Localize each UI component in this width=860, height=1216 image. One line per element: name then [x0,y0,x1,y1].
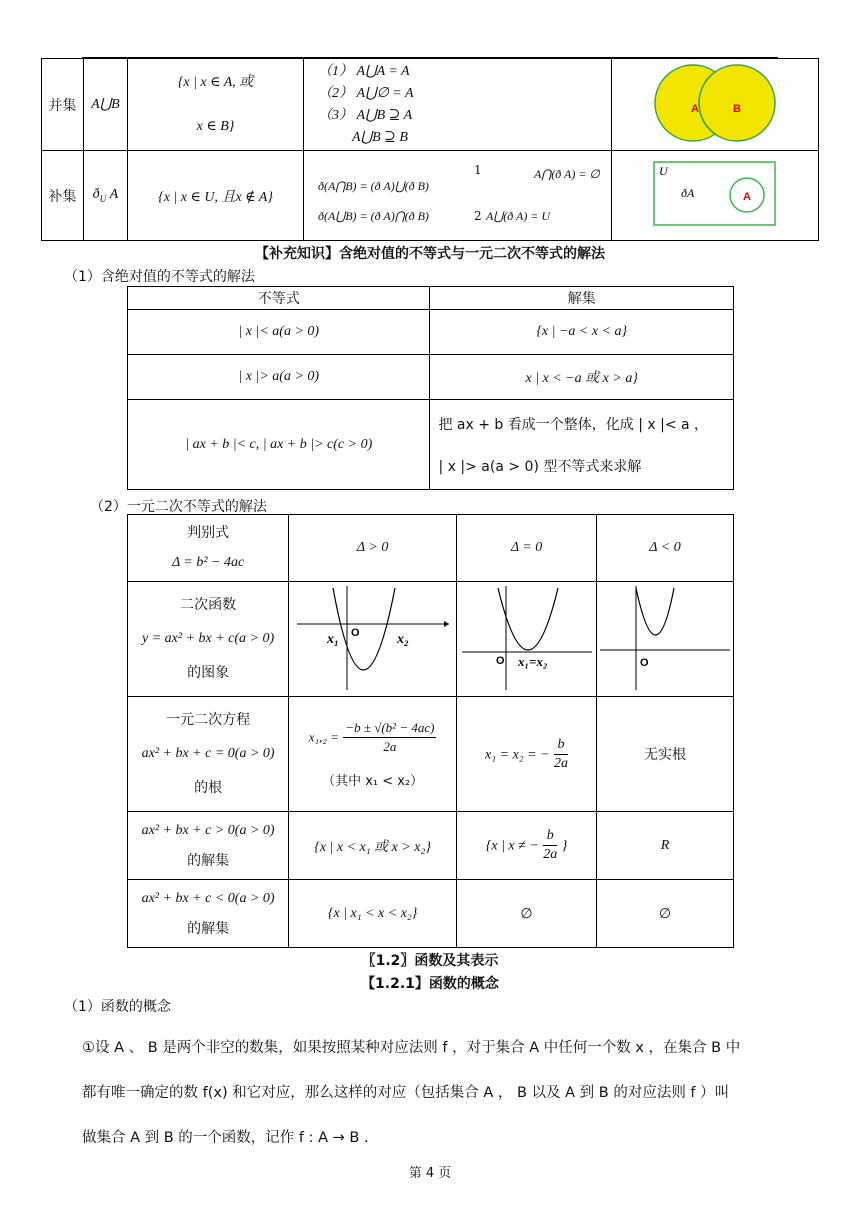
section-title: 〖1.2〗函数及其表示 [361,953,499,969]
parabola-one-root [458,582,596,692]
union-properties [304,59,612,151]
disc-label-1: 判别式 [187,525,230,541]
subsection-title: 【1.2.1】函数的概念 [361,976,499,992]
abs-header-sol: 解集 [430,287,734,310]
complement-symbol [83,151,127,241]
lt-label-2: 的解集 [187,920,230,937]
venn-label-b: B [732,102,741,115]
roots-zero [457,697,597,812]
graph-x1-eq-x2: x₁=x₂ [517,654,548,669]
complement-prop-right2: A⋃(ð A) = U [486,209,551,223]
abs-heading: （1）含绝对值的不等式的解法 [64,269,255,285]
abs-row [128,355,734,400]
abs-header-ineq: 不等式 [128,287,430,310]
roots-neg: 无实根 [597,697,734,812]
union-symbol: A⋃B [83,59,127,151]
gt-label-1: ax² + bx + c > 0(a > 0) [141,822,275,838]
abs-ineq-2: | x |> a(a > 0) [128,355,430,400]
union-prop-2: （2） A⋃∅ = A [318,85,414,101]
abs-row [128,310,734,355]
graph-zero-cell [457,582,597,697]
roots-zero-den: 2a [554,755,569,771]
union-prop-1: （1） A⋃A = A [318,63,410,79]
graph-origin: O [350,627,360,639]
quad-lt-row [128,880,734,948]
quad-graph-row [128,582,734,697]
roots-pos-fraction [343,719,436,756]
complement-symbol-var: A [109,187,119,203]
union-venn-diagram [645,62,785,144]
complement-venn-diagram [653,161,777,227]
gt-zero-lhs: {x | x ≠ − [485,838,539,854]
union-def-line1: {x | x ∈ A, 或 [177,74,254,90]
eq-label [128,697,289,812]
complement-symbol-sub: U [99,193,107,204]
complement-properties [304,151,612,241]
complement-prop-line1: ð(A⋂B) = (ð A)⋃(ð B) [318,179,429,193]
quad-disc-label [128,515,289,582]
union-name: 并集 [42,59,84,151]
graph-neg-cell [597,582,734,697]
union-row [42,59,819,151]
complement-prop-line2: ð(A⋃B) = (ð A)⋂(ð B) [318,209,429,223]
quad-gt-row [128,812,734,880]
graph-pos-cell [289,582,457,697]
lt-zero: ∅ [457,880,597,948]
gt-zero [457,812,597,880]
parabola-no-roots [598,582,732,692]
complement-venn-cell [611,151,818,241]
gt-neg: R [597,812,734,880]
gt-zero-rhs: } [561,838,568,854]
abs-sol-3-line2: | x |> a(a > 0) 型不等式来求解 [438,458,642,475]
disc-pos: Δ > 0 [289,515,457,582]
union-venn-cell [611,59,818,151]
abs-sol-2: x | x < −a 或 x > a} [430,355,734,400]
page-number: 第 4 页 [408,1166,452,1181]
parabola-two-roots [293,582,453,692]
graph-x1: x₁ [326,632,339,647]
abs-sol-3 [430,400,734,490]
venn-label-a: A [690,102,699,115]
venn-universe-label: U [658,163,668,178]
complement-prop-right1: A⋂(ð A) = ∅ [534,167,600,181]
complement-prop-num1: 1 [474,163,482,177]
roots-pos-note: （其中 x₁ < x₂） [322,774,424,789]
abs-header-row [128,287,734,310]
quad-disc-row [128,515,734,582]
venn-complement-label: ðA [680,185,695,200]
paragraph-line-2: 都有唯一确定的数 f(x) 和它对应，那么这样的对应（包括集合 A ， B 以及 A 到 B 的对应法则 f ）叫 [82,1085,730,1101]
paragraph-line-1: ①设 A 、 B 是两个非空的数集，如果按照某种对应法则 f ，对于集合 A 中任何一个数 x ，在集合 B 中 [82,1040,741,1056]
graph-label [128,582,289,697]
complement-name: 补集 [42,151,84,241]
paragraph-line-3: 做集合 A 到 B 的一个函数，记作 f : A → B . [82,1130,369,1146]
gt-zero-fraction [543,827,557,864]
roots-pos-den: 2a [383,739,397,754]
gt-pos: {x | x < x₁ 或 x > x₂} [289,812,457,880]
quad-roots-row [128,697,734,812]
roots-zero-num: b [554,736,568,755]
abs-ineq-1: | x |< a(a > 0) [128,310,430,355]
gt-zero-den: 2a [543,847,558,862]
gt-zero-num: b [543,827,557,846]
complement-definition: {x | x ∈ U, 且x ∉ A} [128,151,304,241]
roots-zero-fraction [554,736,568,773]
union-def-line2: x ∈ B} [196,118,235,134]
eq-label-3: 的根 [194,780,223,796]
lt-pos: {x | x₁ < x < x₂} [289,880,457,948]
union-definition [128,59,304,151]
roots-zero-lhs: x₁ = x₂ = − [485,747,550,762]
graph-origin-2: O [495,655,505,667]
set-operations-table [41,58,819,241]
graph-label-3: 的图象 [187,665,230,681]
lt-label [128,880,289,948]
graph-origin-3: O [640,657,649,669]
quadratic-table [127,514,734,948]
gt-label-2: 的解集 [187,852,230,869]
lt-neg: ∅ [597,880,734,948]
abs-row [128,400,734,490]
disc-neg: Δ < 0 [597,515,734,582]
disc-label-2: Δ = b² − 4ac [171,555,245,570]
eq-label-1: 一元二次方程 [166,712,251,728]
complement-row [42,151,819,241]
abs-sol-1: {x | −a < x < a} [430,310,734,355]
graph-label-1: 二次函数 [180,597,237,613]
abs-inequality-table [127,286,734,490]
eq-label-2: ax² + bx + c = 0(a > 0) [141,746,275,761]
complement-symbol-glyph: ð [92,187,100,203]
supplement-title: 【补充知识】含绝对值的不等式与一元二次不等式的解法 [255,246,605,262]
complement-prop-num2: 2 [474,209,482,223]
abs-sol-3-line1: 把 ax + b 看成一个整体，化成 | x |< a ， [438,416,709,433]
abs-ineq-3: | ax + b |< c, | ax + b |> c(c > 0) [128,400,430,490]
roots-pos [289,697,457,812]
quad-heading: （2）一元二次不等式的解法 [90,499,267,515]
union-prop-4: A⋃B ⊇ B [352,129,408,145]
graph-x2: x₂ [396,632,409,647]
roots-pos-lhs: x₁,₂ = [308,729,339,745]
gt-label [128,812,289,880]
union-prop-3: （3） A⋃B ⊇ A [318,107,413,123]
graph-label-2: y = ax² + bx + c(a > 0) [142,631,275,646]
concept-paragraph [82,1026,782,1161]
concept-heading: （1）函数的概念 [64,999,171,1015]
venn-complement-a: A [742,190,751,203]
roots-pos-num: −b ± √(b² − 4ac) [343,719,436,738]
lt-label-1: ax² + bx + c < 0(a > 0) [141,890,275,906]
disc-zero: Δ = 0 [457,515,597,582]
